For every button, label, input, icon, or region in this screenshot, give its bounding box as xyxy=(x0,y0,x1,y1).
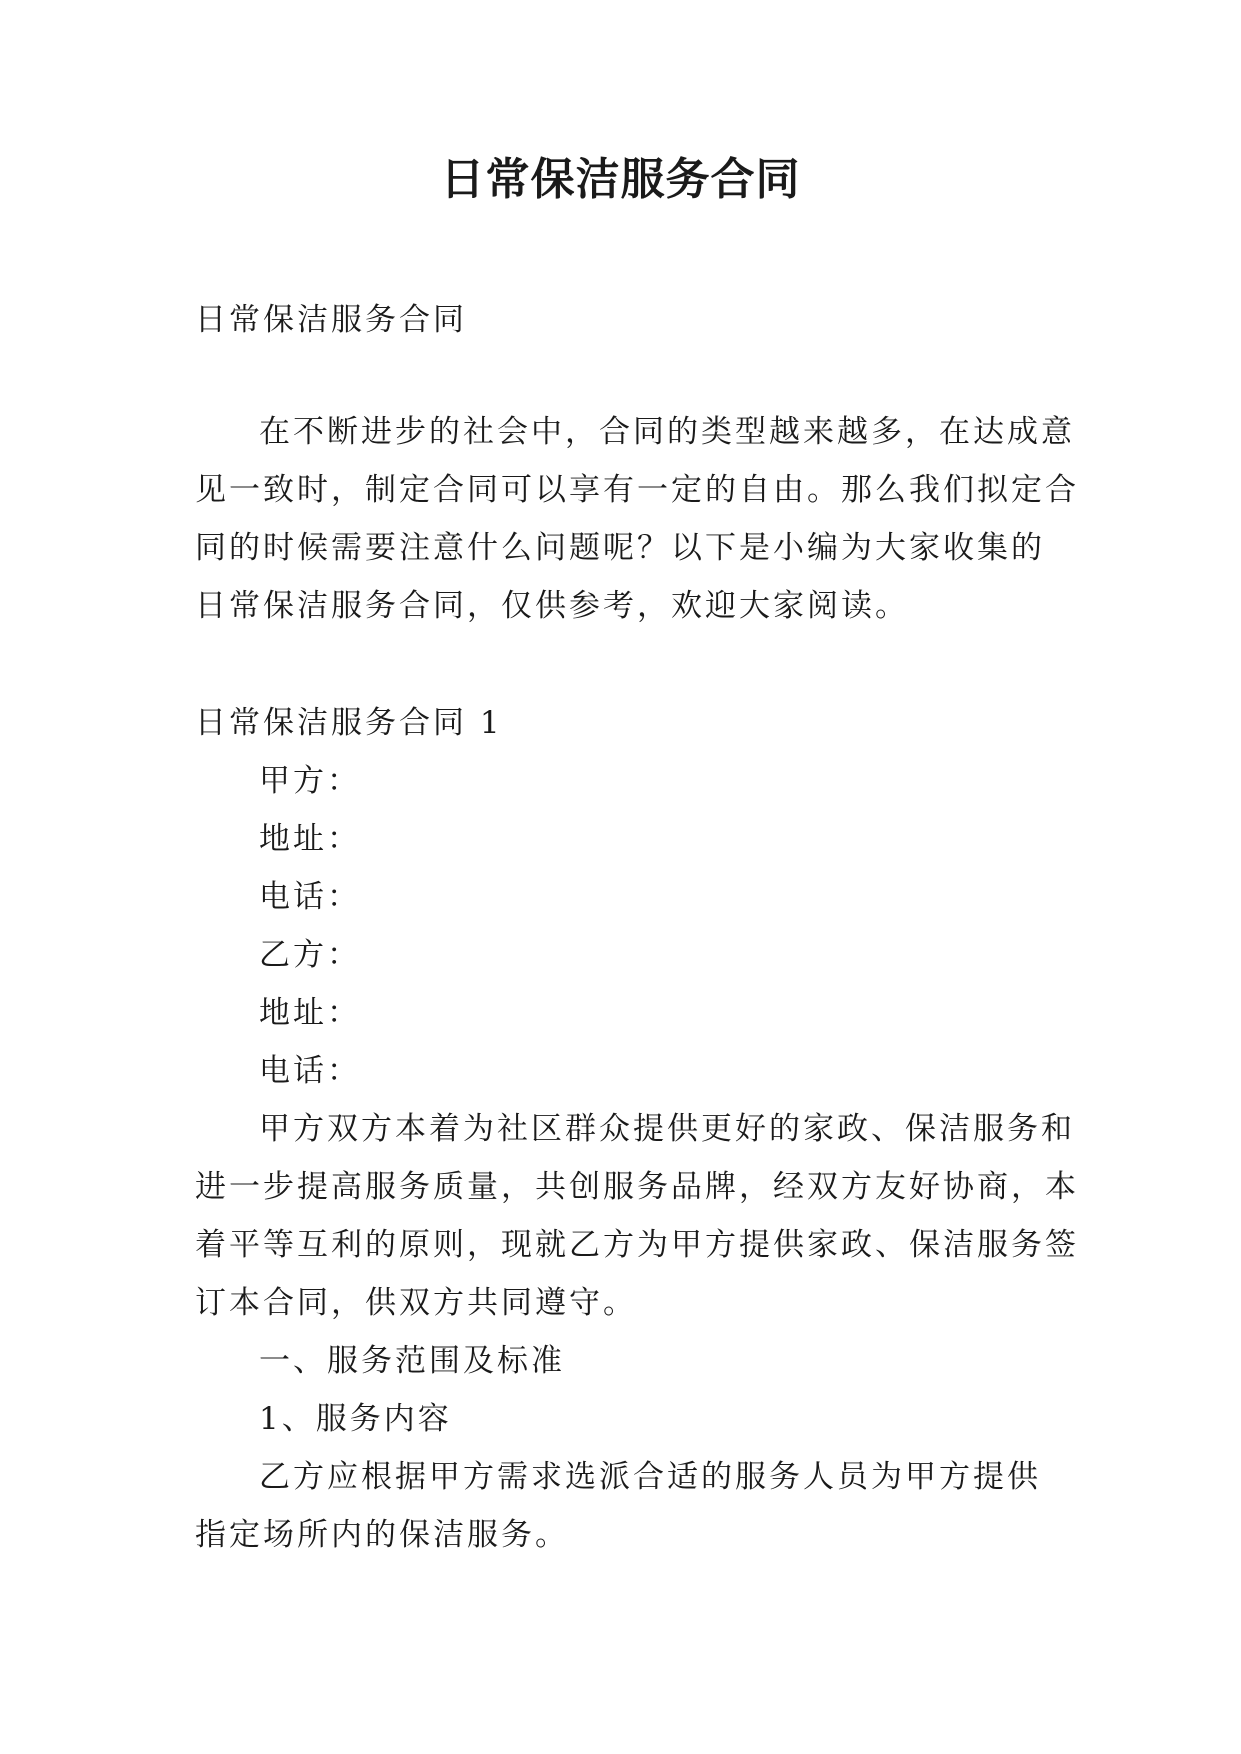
party-a-address-field: 地址： xyxy=(259,821,361,857)
clause-heading: 一、服务范围及标准 xyxy=(259,1343,565,1379)
document-subtitle: 日常保洁服务合同 xyxy=(195,302,467,338)
party-b-name-field: 乙方： xyxy=(259,937,361,973)
intro-line: 日常保洁服务合同，仅供参考，欢迎大家阅读。 xyxy=(195,588,909,624)
agreement-line: 订本合同，供双方共同遵守。 xyxy=(195,1285,637,1321)
party-b-address-field: 地址： xyxy=(259,995,361,1031)
agreement-line: 进一步提高服务质量，共创服务品牌，经双方友好协商，本 xyxy=(195,1169,1079,1205)
agreement-line: 甲方双方本着为社区群众提供更好的家政、保洁服务和 xyxy=(259,1111,1075,1147)
clause-item: 1、服务内容 xyxy=(259,1401,452,1437)
clause-line: 指定场所内的保洁服务。 xyxy=(195,1517,569,1553)
party-a-phone-field: 电话： xyxy=(259,879,361,915)
intro-line: 在不断进步的社会中，合同的类型越来越多，在达成意 xyxy=(259,414,1075,450)
clause-line: 乙方应根据甲方需求选派合适的服务人员为甲方提供 xyxy=(259,1459,1041,1495)
party-a-name-field: 甲方： xyxy=(259,763,361,799)
intro-line: 同的时候需要注意什么问题呢？以下是小编为大家收集的 xyxy=(195,530,1045,566)
section-title: 日常保洁服务合同 1 xyxy=(195,705,503,741)
document-title: 日常保洁服务合同 xyxy=(440,154,801,205)
intro-line: 见一致时，制定合同可以享有一定的自由。那么我们拟定合 xyxy=(195,472,1079,508)
agreement-line: 着平等互利的原则，现就乙方为甲方提供家政、保洁服务签 xyxy=(195,1227,1079,1263)
party-b-phone-field: 电话： xyxy=(259,1053,361,1089)
